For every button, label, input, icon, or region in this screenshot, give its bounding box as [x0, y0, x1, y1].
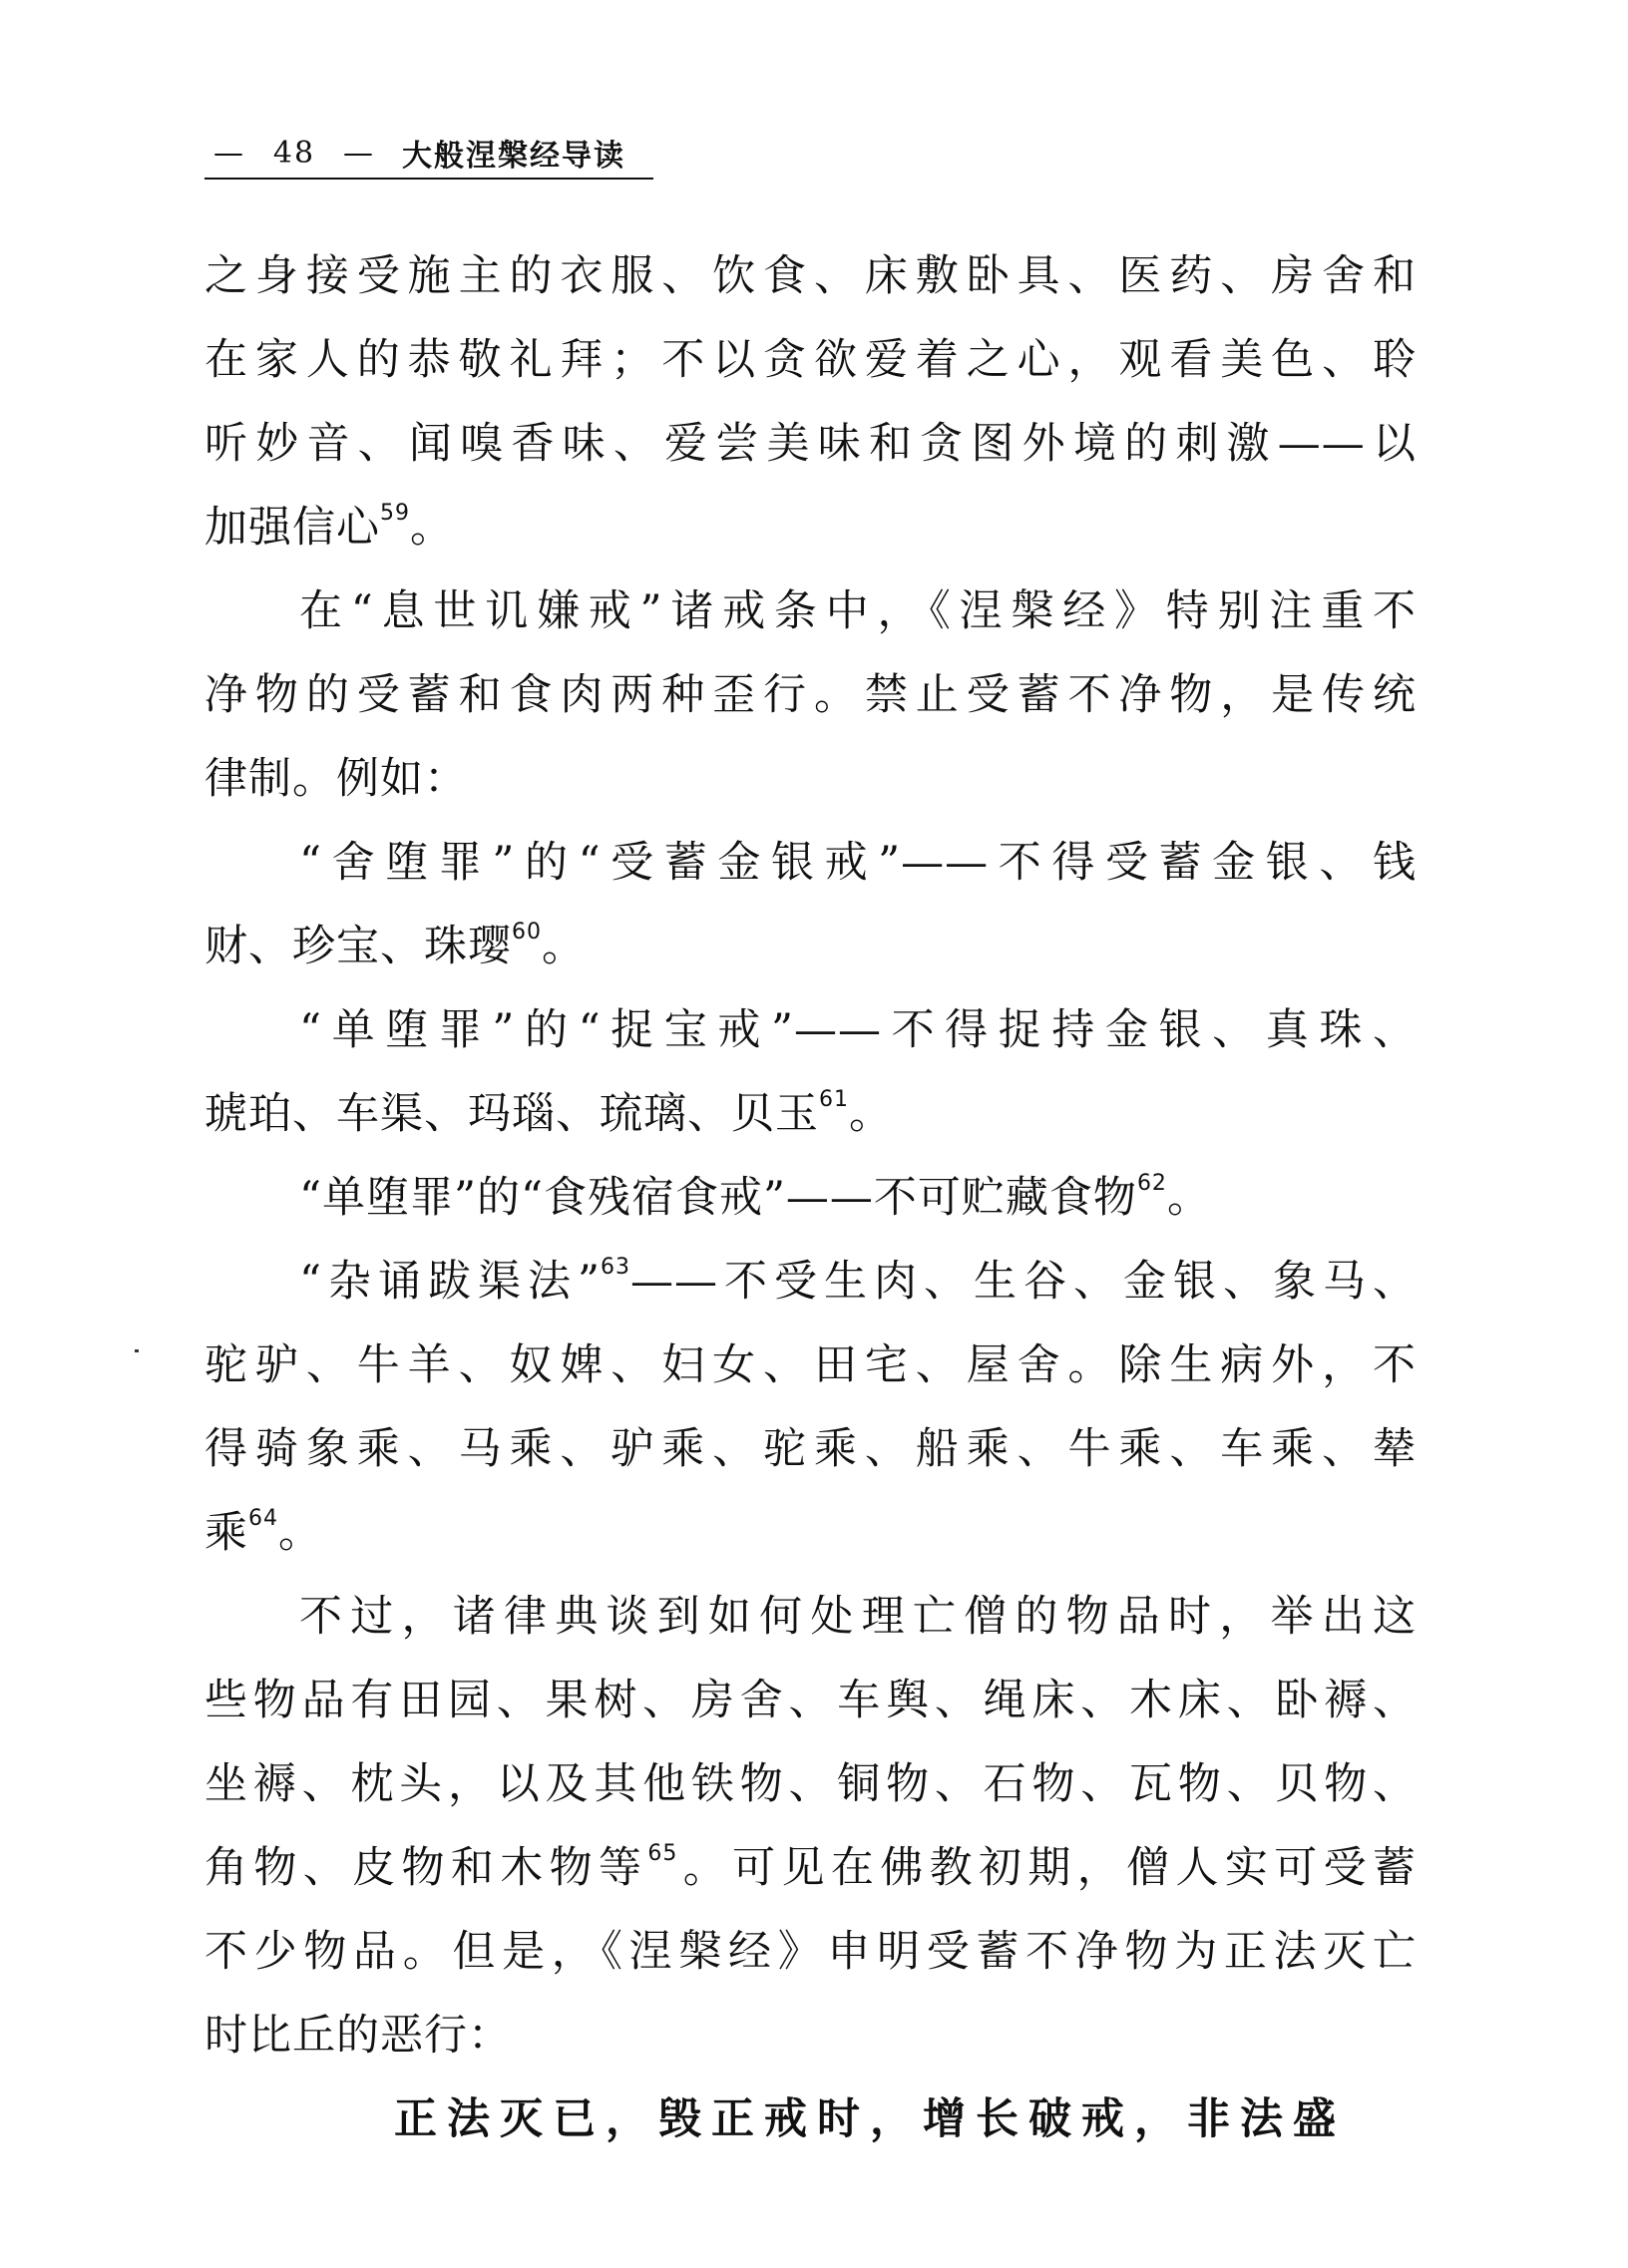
text-line: 得骑象乘、马乘、驴乘、驼乘、船乘、牛乘、车乘、辇	[204, 1424, 1417, 1474]
text-line: “单堕罪”的“捉宝戒”——不得捉持金银、真珠、	[299, 1005, 1417, 1055]
text-line: 时比丘的恶行：	[204, 2011, 512, 2061]
text-line: 加强信心$^{59}$。	[204, 501, 454, 553]
footnote-marker: 61	[819, 1087, 849, 1112]
text-line: 听妙音、闻嗅香味、爱尝美味和贪图外境的刺激——以	[204, 419, 1417, 469]
running-header	[204, 128, 625, 178]
header-dash-left: —	[213, 135, 245, 171]
text-line: 不少物品。但是，《涅槃经》申明受蓄不净物为正法灭亡	[204, 1927, 1417, 1977]
text-line: 琥珀、车渠、玛瑙、琉璃、贝玉$^{61}$。	[204, 1087, 893, 1139]
text-line: 坐褥、枕头，以及其他铁物、铜物、石物、瓦物、贝物、	[204, 1759, 1417, 1809]
footnote-marker: 62	[1136, 1171, 1167, 1196]
text-line: 净物的受蓄和食肉两种歪行。禁止受蓄不净物，是传统	[204, 670, 1417, 720]
header-dash-right: —	[343, 135, 375, 171]
quoted-scripture-line: 正法灭已，毁正戒时，增长破戒，非法盛	[394, 2094, 1346, 2144]
body-text	[204, 234, 1417, 2161]
footnote-marker: 60	[512, 920, 542, 945]
page-number: 48	[272, 135, 316, 171]
footnote-marker: 63	[600, 1255, 630, 1280]
text-line: 财、珍宝、珠璎$^{60}$。	[204, 920, 586, 971]
text-line: “单堕罪”的“食残宿食戒”——不可贮藏食物$^{62}$。	[299, 1171, 1211, 1223]
footnote-marker: 59	[380, 501, 410, 526]
text-line: “杂诵跋渠法”$^{63}$——不受生肉、生谷、金银、象马、	[299, 1255, 1418, 1307]
text-line: 些物品有田园、果树、房舍、车舆、绳床、木床、卧褥、	[204, 1676, 1417, 1725]
text-line: “舍堕罪”的“受蓄金银戒”——不得受蓄金银、钱	[299, 838, 1417, 888]
text-line: 律制。例如：	[204, 754, 468, 804]
header-rule	[204, 178, 653, 180]
text-line: 在家人的恭敬礼拜；不以贪欲爱着之心，观看美色、聆	[204, 335, 1417, 385]
text-line: 角物、皮物和木物等$^{65}$。可见在佛教初期，僧人实可受蓄	[204, 1841, 1417, 1893]
text-line: 不过，诸律典谈到如何处理亡僧的物品时，举出这	[299, 1592, 1417, 1642]
footnote-marker: 64	[248, 1506, 278, 1531]
text-line: 在“息世讥嫌戒”诸戒条中，《涅槃经》特别注重不	[299, 586, 1417, 636]
footnote-marker: 65	[647, 1841, 678, 1866]
text-line: 驼驴、牛羊、奴婢、妇女、田宅、屋舍。除生病外，不	[204, 1340, 1417, 1390]
text-line: 乘$^{64}$。	[204, 1506, 322, 1558]
text-line: 之身接受施主的衣服、饮食、床敷卧具、医药、房舍和	[204, 251, 1417, 301]
scan-speck	[135, 1349, 139, 1352]
book-title: 大般涅槃经导读	[402, 139, 625, 174]
